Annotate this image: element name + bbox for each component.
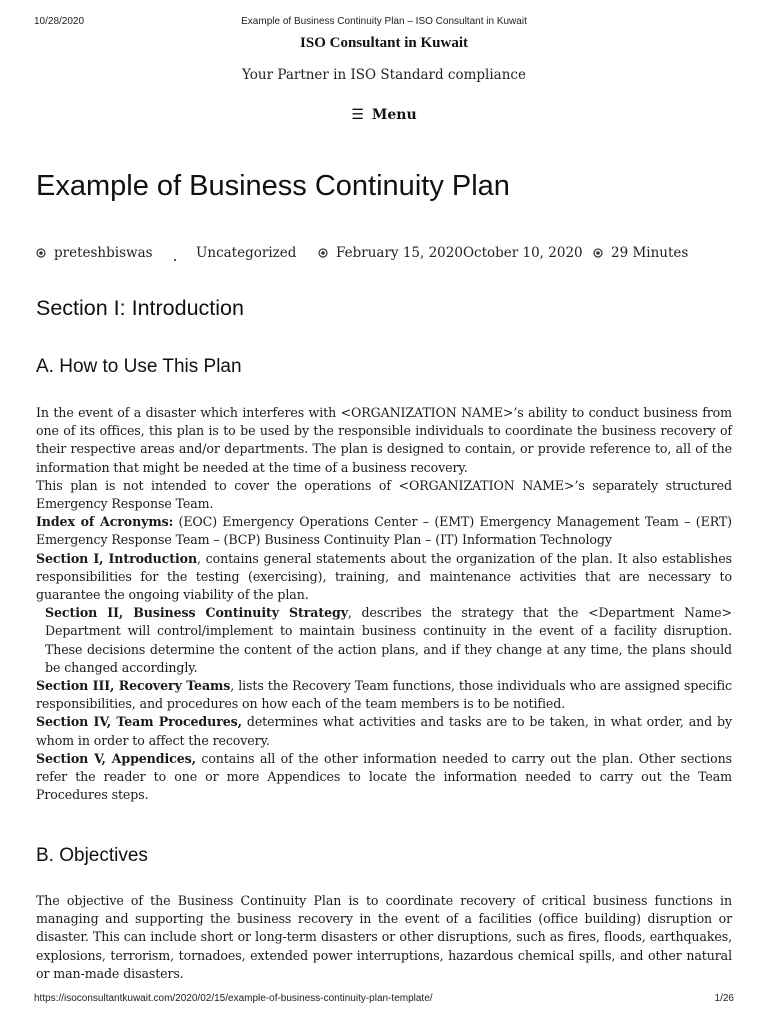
section-2-text: , describes the strategy that the <Department Name> Department will control/implement to maintain business continuity in the event of a facility disruption. These decisions determine the content of the action plans, and if they change at any time, the plans should be changed accordingly.: [45, 605, 732, 675]
print-date: 10/28/2020: [34, 16, 85, 27]
section-1-label: Section I, Introduction: [36, 550, 198, 566]
section-3-label: Section III, Recovery Teams: [36, 678, 231, 694]
clock-icon: [593, 248, 603, 258]
page-number: 1/26: [714, 993, 734, 1004]
section-3-text: , lists the Recovery Team functions, those individuals who are assigned specific responsibilities, and procedures on how each of the team members is to be notified.: [36, 678, 732, 712]
print-page-title: Example of Business Continuity Plan – ISO Consultant in Kuwait: [241, 16, 527, 27]
section-1-paragraph: [36, 550, 732, 605]
section-5-paragraph: [36, 750, 732, 805]
post-reading-time: [593, 245, 688, 261]
post-title: Example of Business Continuity Plan: [36, 170, 510, 202]
section-4-paragraph: [36, 713, 732, 749]
post-date[interactable]: [318, 245, 583, 261]
subsection-heading-objectives: B. Objectives: [36, 845, 148, 866]
how-to-use-body: [36, 404, 732, 804]
print-url: https://isoconsultantkuwait.com/2020/02/15/example-of-business-continuity-plan-template/: [34, 993, 433, 1004]
post-date-text: February 15, 2020October 10, 2020: [336, 245, 583, 261]
section-4-text: determines what activities and tasks are to be taken, in what order, and by whom in order to affect the recovery.: [36, 714, 732, 748]
post-author[interactable]: [36, 245, 153, 261]
paragraph: The objective of the Business Continuity Plan is to coordinate recovery of critical business functions in managing and supporting the business recovery in the event of a facilities (office building) disruption or disaster. This can include short or long-term disasters or other disruptions, such as fires, floods, earthquakes, explosions, terrorism, tornadoes, extended power interruptions, hazardous chemical spills, and other natural or man-made disasters.: [36, 893, 732, 981]
print-header: [34, 16, 734, 30]
reading-time-text: 29 Minutes: [611, 245, 689, 261]
section-heading: Section I: Introduction: [36, 296, 244, 320]
section-4-label: Section IV, Team Procedures,: [36, 714, 242, 730]
calendar-icon: [318, 248, 328, 258]
objectives-body: [36, 892, 732, 983]
section-3-paragraph: [36, 677, 732, 713]
meta-separator: [174, 259, 176, 261]
author-icon: [36, 248, 46, 258]
site-tagline: Your Partner in ISO Standard compliance: [242, 67, 526, 83]
section-5-text: contains all of the other information needed to carry out the plan. Other sections refer the reader to one or more Appendices to locate the information needed to carry out the Team Procedures steps.: [36, 750, 732, 803]
acronyms-text: (EOC) Emergency Operations Center – (EMT) Emergency Management Team – (ERT) Emergency Response Team – (BCP) Business Continuity Plan – (IT) Information Technology: [36, 514, 732, 548]
print-footer: [34, 993, 734, 1007]
acronyms-label: Index of Acronyms:: [36, 514, 174, 530]
acronyms-paragraph: [36, 513, 732, 549]
subsection-heading-how-to-use: A. How to Use This Plan: [36, 356, 242, 377]
post-meta: [36, 245, 738, 265]
menu-button[interactable]: [0, 107, 768, 123]
post-category[interactable]: Uncategorized: [196, 245, 297, 261]
paragraph: This plan is not intended to cover the operations of <ORGANIZATION NAME>’s separately structured Emergency Response Team.: [36, 477, 732, 512]
site-title[interactable]: ISO Consultant in Kuwait: [300, 35, 468, 51]
post-author-name: preteshbiswas: [54, 245, 153, 261]
section-2-label: Section II, Business Continuity Strategy: [45, 605, 348, 621]
hamburger-icon: ☰: [351, 107, 364, 123]
menu-label: Menu: [371, 107, 417, 123]
section-2-paragraph: [36, 604, 732, 677]
section-1-text: , contains general statements about the organization of the plan. It also establishes responsibilities for the testing (exercising), training, and maintenance activities that are necessary to guarantee the ongoing viability of the plan.: [36, 550, 732, 603]
section-5-label: Section V, Appendices,: [36, 750, 196, 766]
paragraph: In the event of a disaster which interferes with <ORGANIZATION NAME>’s ability to conduct business from one of its offices, this plan is to be used by the responsible individuals to coordinate the business recovery of their respective areas and/or departments. The plan is designed to contain, or provide reference to, all of the information that might be needed at the time of a business recovery.: [36, 405, 732, 475]
